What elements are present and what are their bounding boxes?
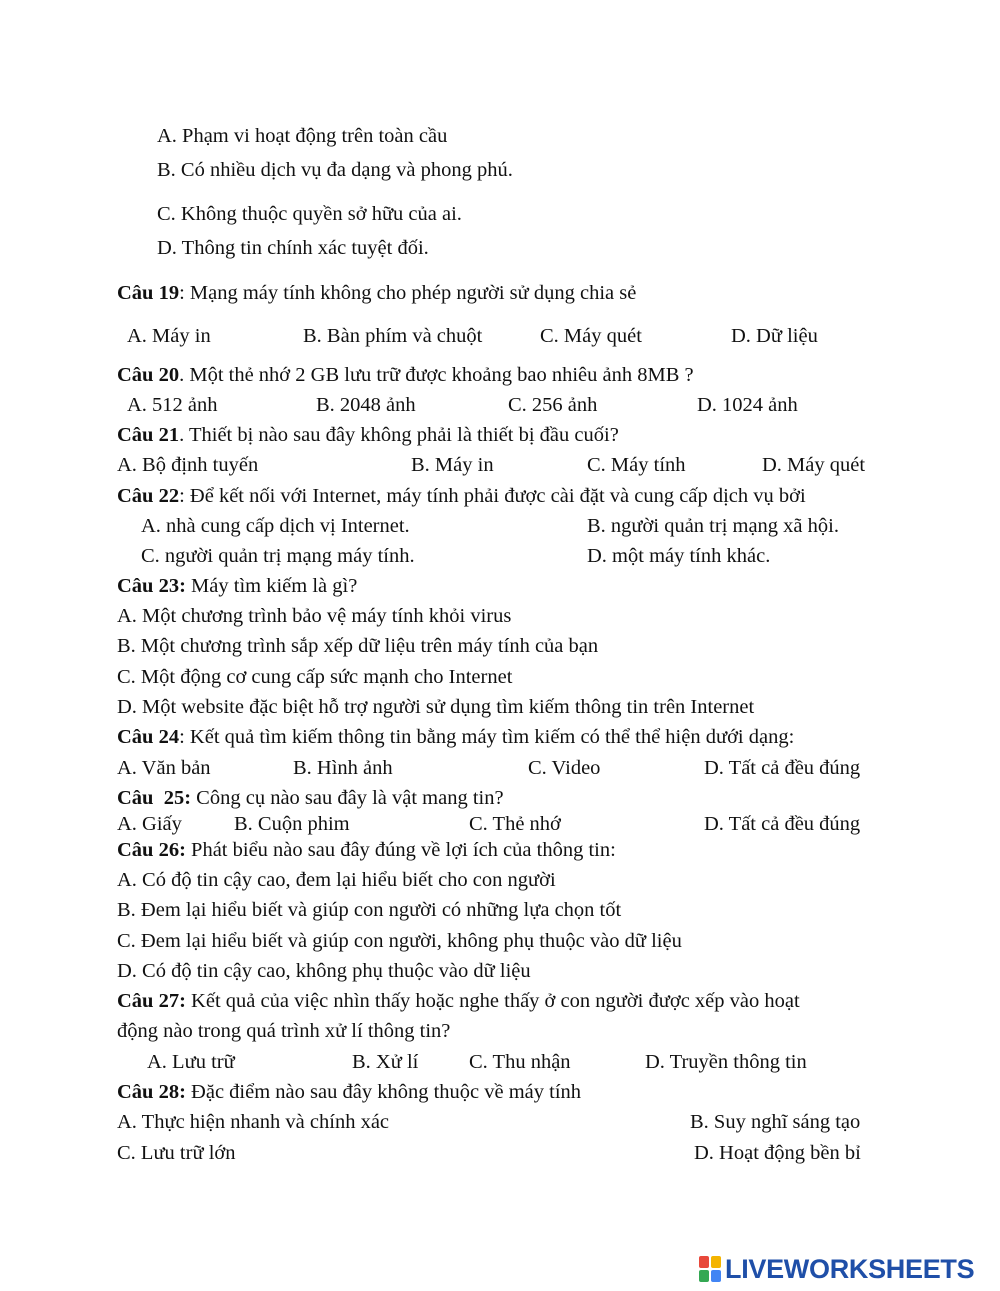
q21-text: . Thiết bị nào sau đây không phải là thiết bị đầu cuối?: [179, 424, 619, 446]
q21-label: Câu 21: [117, 424, 180, 446]
q22-option-b[interactable]: B. người quản trị mạng xã hội.: [587, 515, 839, 537]
q20-text: . Một thẻ nhớ 2 GB lưu trữ được khoảng bao nhiêu ảnh 8MB ?: [179, 364, 694, 386]
q28-option-b[interactable]: B. Suy nghĩ sáng tạo: [690, 1111, 861, 1133]
q23-text: Máy tìm kiếm là gì?: [185, 575, 358, 597]
q24-text: : Kết quả tìm kiếm thông tin bằng máy tìm kiếm có thể thể hiện dưới dạng:: [179, 726, 795, 748]
logo-square-green: [699, 1270, 709, 1282]
q25-option-b[interactable]: B. Cuộn phim: [234, 813, 350, 835]
q28-text: Đặc điểm nào sau đây không thuộc về máy tính: [185, 1081, 582, 1103]
q19-option-a[interactable]: A. Máy in: [127, 325, 211, 347]
q21-option-a[interactable]: A. Bộ định tuyến: [117, 454, 259, 476]
q24-option-b[interactable]: B. Hình ảnh: [293, 757, 393, 779]
q20-option-b[interactable]: B. 2048 ảnh: [316, 394, 416, 416]
q19-option-d[interactable]: D. Dữ liệu: [731, 325, 818, 347]
q28-question: [117, 1080, 581, 1104]
q27-option-d[interactable]: D. Truyền thông tin: [645, 1051, 807, 1073]
q19-option-c[interactable]: C. Máy quét: [540, 325, 642, 347]
q23-question: [117, 574, 357, 598]
q18-option-a[interactable]: A. Phạm vi hoạt động trên toàn cầu: [157, 125, 448, 147]
q19-question: [117, 281, 636, 305]
q23-label: Câu 23:: [117, 575, 186, 597]
q26-option-c[interactable]: C. Đem lại hiểu biết và giúp con người, không phụ thuộc vào dữ liệu: [117, 930, 682, 952]
q27-text: Kết quả của việc nhìn thấy hoặc nghe thấy ở con người được xếp vào hoạt: [185, 990, 800, 1012]
q20-label: Câu 20: [117, 364, 180, 386]
q21-option-d[interactable]: D. Máy quét: [762, 454, 866, 476]
q28-option-c[interactable]: C. Lưu trữ lớn: [117, 1142, 236, 1164]
q21-option-c[interactable]: C. Máy tính: [587, 454, 686, 476]
q18-option-b[interactable]: B. Có nhiều dịch vụ đa dạng và phong phú.: [157, 159, 513, 181]
liveworksheets-logo-text: LIVEWORKSHEETS: [725, 1253, 975, 1284]
liveworksheets-logo: [699, 1253, 974, 1285]
q22-option-c[interactable]: C. người quản trị mạng máy tính.: [141, 545, 415, 567]
q18-option-d[interactable]: D. Thông tin chính xác tuyệt đối.: [157, 237, 429, 259]
q22-option-a[interactable]: A. nhà cung cấp dịch vị Internet.: [141, 515, 410, 537]
q26-label: Câu 26:: [117, 839, 186, 861]
q19-label: Câu 19: [117, 282, 180, 304]
q24-option-d[interactable]: D. Tất cả đều đúng: [704, 757, 861, 779]
q27-option-a[interactable]: A. Lưu trữ: [147, 1051, 235, 1073]
q27-question: [117, 989, 800, 1013]
q23-option-d[interactable]: D. Một website đặc biệt hỗ trợ người sử dụng tìm kiếm thông tin trên Internet: [117, 696, 755, 718]
q27-question-cont: động nào trong quá trình xử lí thông tin?: [117, 1020, 451, 1042]
q20-option-d[interactable]: D. 1024 ảnh: [697, 394, 798, 416]
q23-option-a[interactable]: A. Một chương trình bảo vệ máy tính khỏi virus: [117, 605, 512, 627]
logo-square-blue: [711, 1270, 721, 1282]
q27-option-b[interactable]: B. Xử lí: [352, 1051, 419, 1073]
q23-option-b[interactable]: B. Một chương trình sắp xếp dữ liệu trên máy tính của bạn: [117, 635, 599, 657]
q22-question: [117, 484, 806, 508]
liveworksheets-logo-icon: [699, 1256, 721, 1282]
q22-option-d[interactable]: D. một máy tính khác.: [587, 545, 771, 567]
q22-text: : Để kết nối với Internet, máy tính phải được cài đặt và cung cấp dịch vụ bởi: [179, 485, 806, 507]
q25-option-a[interactable]: A. Giấy: [117, 813, 182, 835]
logo-square-red: [699, 1256, 709, 1268]
q21-question: [117, 423, 619, 447]
q26-question: [117, 838, 616, 862]
q26-option-b[interactable]: B. Đem lại hiểu biết và giúp con người có những lựa chọn tốt: [117, 899, 622, 921]
q25-question: [117, 786, 504, 810]
q26-option-a[interactable]: A. Có độ tin cậy cao, đem lại hiểu biết cho con người: [117, 869, 556, 891]
q25-option-c[interactable]: C. Thẻ nhớ: [469, 813, 561, 835]
q26-option-d[interactable]: D. Có độ tin cậy cao, không phụ thuộc vào dữ liệu: [117, 960, 531, 982]
q20-question: [117, 363, 694, 387]
q19-text: : Mạng máy tính không cho phép người sử dụng chia sẻ: [179, 282, 637, 304]
q28-option-d[interactable]: D. Hoạt động bền bỉ: [694, 1142, 861, 1164]
q18-option-c[interactable]: C. Không thuộc quyền sở hữu của ai.: [157, 203, 462, 225]
q19-option-b[interactable]: B. Bàn phím và chuột: [303, 325, 483, 347]
q25-text: Công cụ nào sau đây là vật mang tin?: [191, 787, 504, 809]
q27-option-c[interactable]: C. Thu nhận: [469, 1051, 571, 1073]
q28-option-a[interactable]: A. Thực hiện nhanh và chính xác: [117, 1111, 390, 1133]
q24-option-a[interactable]: A. Văn bản: [117, 757, 211, 779]
q28-label: Câu 28:: [117, 1081, 186, 1103]
q27-label: Câu 27:: [117, 990, 186, 1012]
q25-label: Câu 25:: [117, 787, 192, 809]
q21-option-b[interactable]: B. Máy in: [411, 454, 494, 476]
q25-option-d[interactable]: D. Tất cả đều đúng: [704, 813, 861, 835]
q26-text: Phát biểu nào sau đây đúng về lợi ích của thông tin:: [185, 839, 616, 861]
q24-question: [117, 725, 794, 749]
q24-label: Câu 24: [117, 726, 180, 748]
q20-option-a[interactable]: A. 512 ảnh: [127, 394, 218, 416]
q20-option-c[interactable]: C. 256 ảnh: [508, 394, 598, 416]
logo-square-yellow: [711, 1256, 721, 1268]
q22-label: Câu 22: [117, 485, 180, 507]
q23-option-c[interactable]: C. Một động cơ cung cấp sức mạnh cho Internet: [117, 666, 513, 688]
q24-option-c[interactable]: C. Video: [528, 757, 601, 779]
